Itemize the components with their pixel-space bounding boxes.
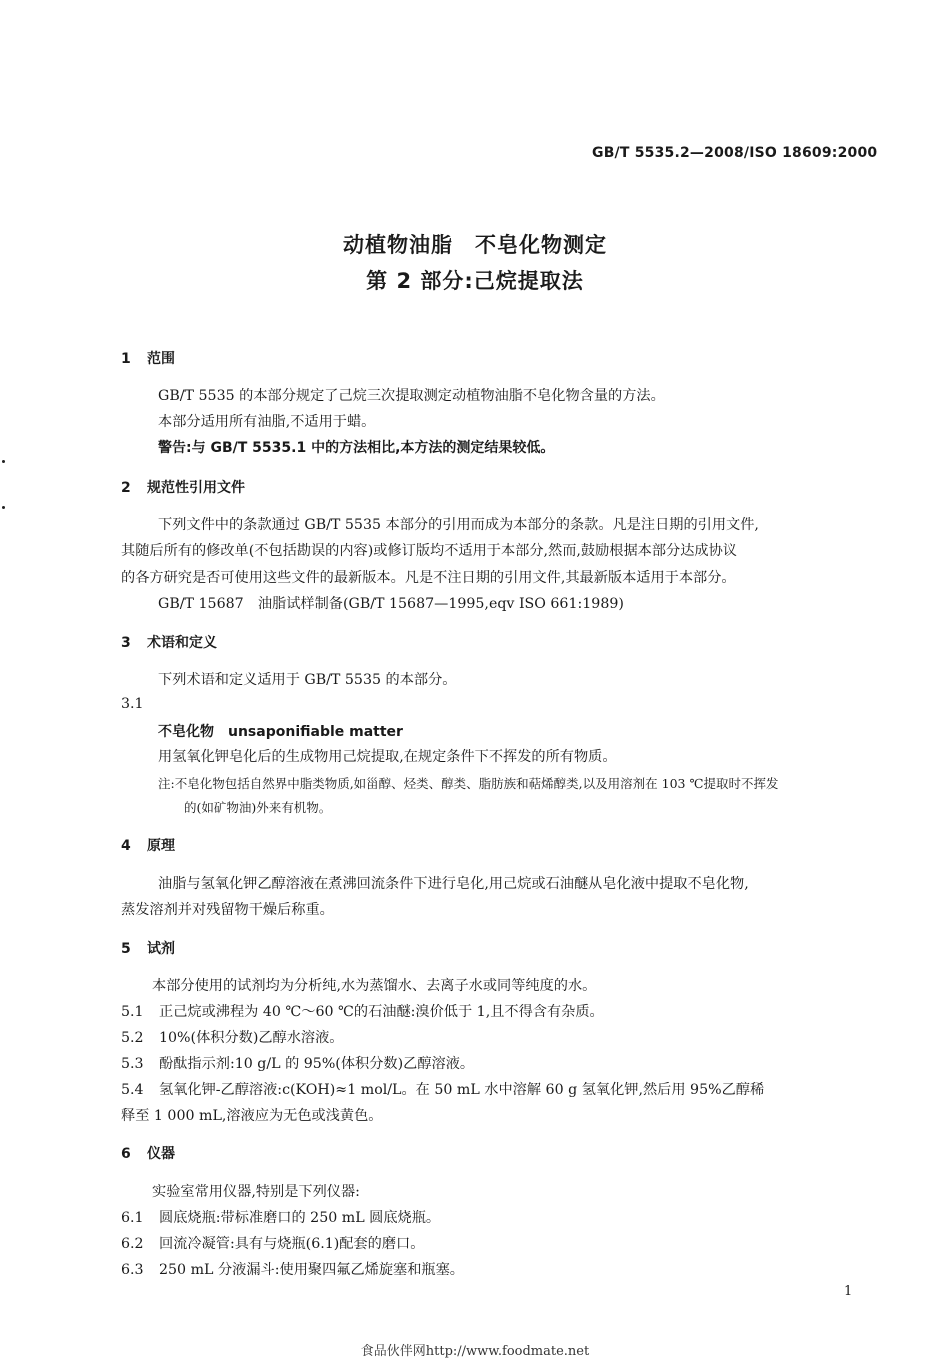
- item-text: 回流冷凝管:具有与烧瓶(6.1)配套的磨口。: [159, 1236, 425, 1252]
- section-number: 2: [121, 480, 131, 496]
- item-number: 6.3: [121, 1262, 144, 1278]
- normative-reference: GB/T 15687 油脂试样制备(GB/T 15687—1995,eqv ISO 661:1989): [158, 596, 624, 612]
- item-number: 5.2: [121, 1030, 144, 1046]
- item-text: 圆底烧瓶:带标准磨口的 250 mL 圆底烧瓶。: [159, 1210, 441, 1226]
- item-number: 5.4: [121, 1082, 144, 1098]
- list-item-continuation: 释至 1 000 mL,溶液应为无色或浅黄色。: [121, 1108, 383, 1124]
- paragraph: 本部分使用的试剂均为分析纯,水为蒸馏水、去离子水或同等纯度的水。: [152, 978, 597, 994]
- list-item: [121, 1001, 604, 1021]
- section-title: 仪器: [147, 1146, 175, 1162]
- note-line: 注:不皂化物包括自然界中脂类物质,如甾醇、烃类、醇类、脂肪族和萜烯醇类,以及用溶剂在 103 ℃提取时不挥发: [158, 776, 779, 791]
- section-3-heading: [121, 632, 217, 652]
- section-1-heading: [121, 348, 175, 368]
- section-title: 范围: [147, 351, 175, 367]
- section-number: 4: [121, 838, 131, 854]
- section-number: 6: [121, 1146, 131, 1162]
- section-number: 3: [121, 635, 131, 651]
- item-text: 正己烷或沸程为 40 ℃～60 ℃的石油醚:溴价低于 1,且不得含有杂质。: [159, 1004, 604, 1020]
- list-item: [121, 1259, 464, 1279]
- warning: 警告:与 GB/T 5535.1 中的方法相比,本方法的测定结果较低。: [158, 440, 555, 456]
- item-text: 氢氧化钾-乙醇溶液:c(KOH)≈1 mol/L。在 50 mL 水中溶解 60 g 氢氧化钾,然后用 95%乙醇稀: [159, 1082, 765, 1098]
- definition: 用氢氧化钾皂化后的生成物用己烷提取,在规定条件下不挥发的所有物质。: [158, 749, 617, 765]
- list-item: [121, 1027, 343, 1047]
- section-2-heading: [121, 477, 245, 497]
- scan-mark: [2, 460, 5, 463]
- document-title: 动植物油脂 不皂化物测定: [343, 233, 607, 257]
- paragraph: 实验室常用仪器,特别是下列仪器:: [152, 1184, 360, 1200]
- scan-mark: [2, 506, 5, 509]
- paragraph: 下列术语和定义适用于 GB/T 5535 的本部分。: [158, 672, 457, 688]
- subclause-number: 3.1: [121, 696, 144, 712]
- list-item: [121, 1233, 424, 1253]
- paragraph-line: 蒸发溶剂并对残留物干燥后称重。: [121, 902, 334, 918]
- item-text: 250 mL 分液漏斗:使用聚四氟乙烯旋塞和瓶塞。: [159, 1262, 464, 1278]
- list-item: [121, 1079, 764, 1099]
- list-item: [121, 1053, 474, 1073]
- footer-watermark: 食品伙伴网http://www.foodmate.net: [360, 1344, 590, 1359]
- section-4-heading: [121, 835, 175, 855]
- section-number: 5: [121, 941, 131, 957]
- item-number: 5.1: [121, 1004, 144, 1020]
- section-title: 试剂: [147, 941, 175, 957]
- section-title: 原理: [147, 838, 175, 854]
- section-number: 1: [121, 351, 131, 367]
- paragraph: GB/T 5535 的本部分规定了己烷三次提取测定动植物油脂不皂化物含量的方法。: [158, 388, 665, 404]
- section-title: 规范性引用文件: [147, 480, 245, 496]
- item-number: 5.3: [121, 1056, 144, 1072]
- list-item: [121, 1207, 440, 1227]
- document-subtitle: 第 2 部分:己烷提取法: [366, 269, 584, 293]
- section-6-heading: [121, 1143, 175, 1163]
- item-number: 6.2: [121, 1236, 144, 1252]
- note-line: 的(如矿物油)外来有机物。: [184, 800, 332, 815]
- paragraph-line: 油脂与氢氧化钾乙醇溶液在煮沸回流条件下进行皂化,用己烷或石油醚从皂化液中提取不皂化物,: [158, 876, 749, 892]
- item-text: 酚酞指示剂:10 g/L 的 95%(体积分数)乙醇溶液。: [159, 1056, 475, 1072]
- section-5-heading: [121, 938, 175, 958]
- paragraph-line: 下列文件中的条款通过 GB/T 5535 本部分的引用而成为本部分的条款。凡是注日期的引用文件,: [158, 517, 759, 533]
- paragraph-line: 的各方研究是否可使用这些文件的最新版本。凡是不注日期的引用文件,其最新版本适用于本部分。: [121, 570, 736, 586]
- page-number: 1: [844, 1284, 853, 1299]
- section-title: 术语和定义: [147, 635, 217, 651]
- item-text: 10%(体积分数)乙醇水溶液。: [159, 1030, 344, 1046]
- standard-number: GB/T 5535.2—2008/ISO 18609:2000: [592, 145, 878, 161]
- item-number: 6.1: [121, 1210, 144, 1226]
- term: 不皂化物 unsaponifiable matter: [158, 724, 403, 740]
- paragraph: 本部分适用所有油脂,不适用于蜡。: [158, 414, 376, 430]
- paragraph-line: 其随后所有的修改单(不包括勘误的内容)或修订版均不适用于本部分,然而,鼓励根据本部分达成协议: [121, 543, 737, 559]
